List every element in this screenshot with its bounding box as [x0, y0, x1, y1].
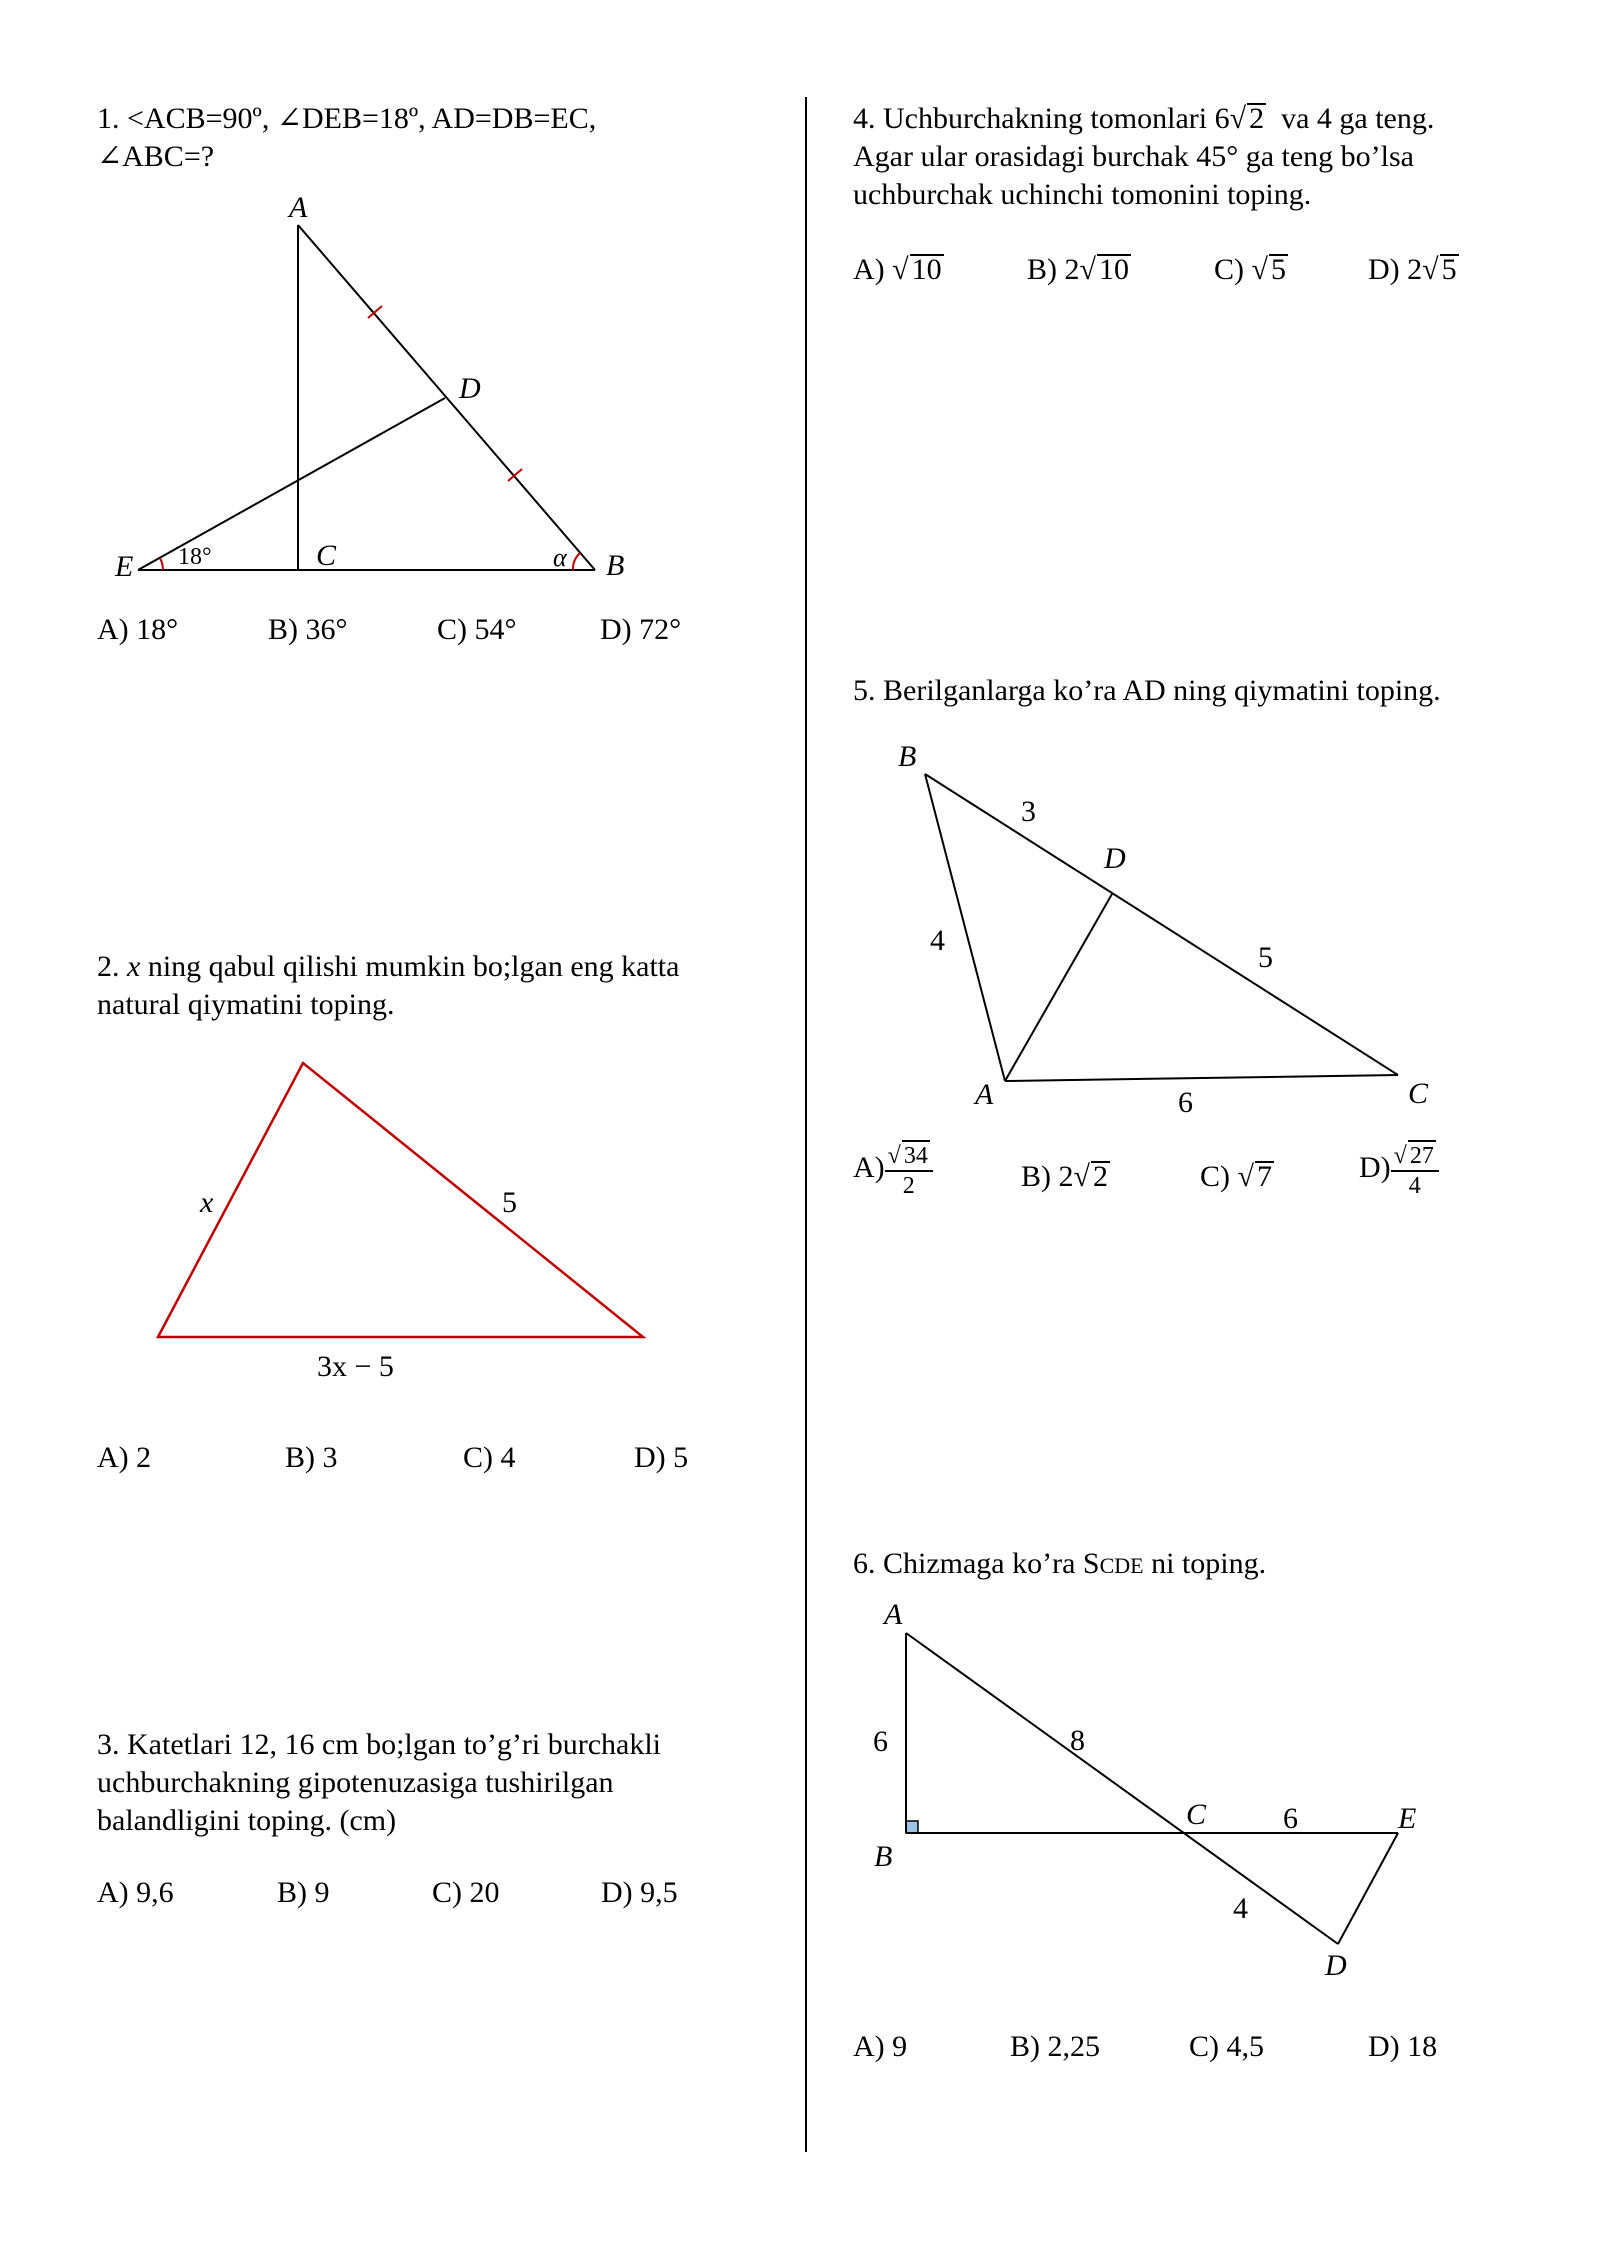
option-b[interactable]: B) 36°: [268, 613, 348, 646]
option-a[interactable]: A) 9: [853, 2030, 908, 2063]
option-a[interactable]: A) √ 10: [853, 253, 942, 286]
question-4-number: 4.: [853, 102, 876, 135]
label-AB: 6: [873, 1725, 888, 1758]
label-CD: 4: [1233, 1892, 1248, 1925]
label-side-left: x: [200, 1186, 214, 1219]
question-5-text: Berilganlarga ko’ra AD ning qiymatini toping.: [883, 674, 1441, 707]
option-a[interactable]: A) $\frac{√ 34}{2}$: [853, 1140, 933, 1200]
label-BD: 3: [1021, 795, 1036, 828]
option-b[interactable]: B) 2√ 10: [1027, 253, 1129, 286]
question-5-number: 5.: [853, 674, 876, 707]
label-C: C: [316, 539, 337, 572]
label-D: D: [459, 372, 481, 405]
question-1-number: 1.: [97, 102, 120, 135]
question-2-number: 2.: [97, 950, 120, 983]
option-b[interactable]: B) 9: [277, 1876, 330, 1909]
option-b[interactable]: B) 2,25: [1010, 2030, 1100, 2063]
option-c[interactable]: C) 20: [432, 1876, 500, 1909]
option-a[interactable]: A) 18°: [97, 613, 179, 646]
label-CE: 6: [1283, 1802, 1298, 1835]
label-E: E: [115, 550, 134, 583]
option-a[interactable]: A) 2: [97, 1441, 152, 1474]
question-4-text-line1: Uchburchakning tomonlari 6: [883, 102, 1230, 135]
question-1-text: <ACB=90º, ∠DEB=18º, AD=DB=EC, ∠ABC=?: [97, 102, 597, 173]
option-c[interactable]: C) 4: [463, 1441, 516, 1474]
label-B: B: [606, 549, 625, 582]
question-4: 4. Uchburchakning tomonlari 6√ 2 va 4 ga teng. Agar ular orasidagi burchak 45° ga teng bo’lsa uchburchak uchinchi tomonini toping.: [853, 102, 1435, 211]
option-d[interactable]: D) 2√ 5: [1368, 253, 1457, 286]
label-angle-B: α: [553, 543, 567, 572]
option-c[interactable]: C) 54°: [437, 613, 517, 646]
option-c[interactable]: C) √ 7: [1200, 1160, 1272, 1193]
label-A: A: [884, 1598, 903, 1631]
label-C: C: [1186, 1798, 1207, 1831]
question-4-radicand: 2: [1249, 102, 1265, 135]
question-2-variable: x: [127, 950, 141, 983]
segment-DE: [1338, 1833, 1398, 1944]
option-d[interactable]: D) $\frac{√ 27}{4}$: [1359, 1140, 1439, 1200]
label-A: A: [975, 1078, 994, 1111]
label-B: B: [898, 740, 917, 773]
label-D: D: [1325, 1949, 1347, 1982]
label-angle-E: 18°: [178, 544, 212, 570]
label-E: E: [1398, 1802, 1417, 1835]
label-B: B: [874, 1840, 893, 1873]
option-d[interactable]: D) 9,5: [601, 1876, 678, 1909]
option-d[interactable]: D) 72°: [600, 613, 682, 646]
question-6-number: 6.: [853, 1547, 876, 1580]
option-d[interactable]: D) 5: [634, 1441, 689, 1474]
question-6-text-post: ni toping.: [1143, 1547, 1267, 1580]
right-angle-marker: [906, 1821, 918, 1833]
label-AB: 4: [930, 924, 945, 957]
question-6-subscript: CDE: [1099, 1553, 1144, 1578]
label-AC: 8: [1070, 1724, 1085, 1757]
option-c[interactable]: C) 4,5: [1189, 2030, 1264, 2063]
question-4-text-rest: Agar ular orasidagi burchak 45° ga teng bo’lsa uchburchak uchinchi tomonini toping.: [853, 140, 1414, 211]
label-D: D: [1104, 842, 1126, 875]
question-2-text: ning qabul qilishi mumkin bo;lgan eng katta natural qiymatini toping.: [97, 950, 680, 1021]
question-6-text-pre: Chizmaga ko’ra S: [883, 1547, 1100, 1580]
segment-AD: [906, 1633, 1338, 1944]
option-b[interactable]: B) 2√ 2: [1021, 1160, 1108, 1193]
question-3-text: Katetlari 12, 16 cm bo;lgan to’g’ri burchakli uchburchakning gipotenuzasiga tushirilgan balandligini toping. (cm): [97, 1728, 662, 1837]
option-b[interactable]: B) 3: [285, 1441, 338, 1474]
option-c[interactable]: C) √ 5: [1214, 253, 1286, 286]
option-d[interactable]: D) 18: [1368, 2030, 1438, 2063]
label-side-right: 5: [502, 1186, 517, 1219]
label-side-bottom: 3x − 5: [317, 1350, 394, 1383]
label-AC: 6: [1178, 1086, 1193, 1119]
option-a[interactable]: A) 9,6: [97, 1876, 174, 1909]
question-3-number: 3.: [97, 1728, 120, 1761]
label-A: A: [289, 191, 308, 224]
label-C: C: [1408, 1077, 1429, 1110]
label-DC: 5: [1258, 941, 1273, 974]
